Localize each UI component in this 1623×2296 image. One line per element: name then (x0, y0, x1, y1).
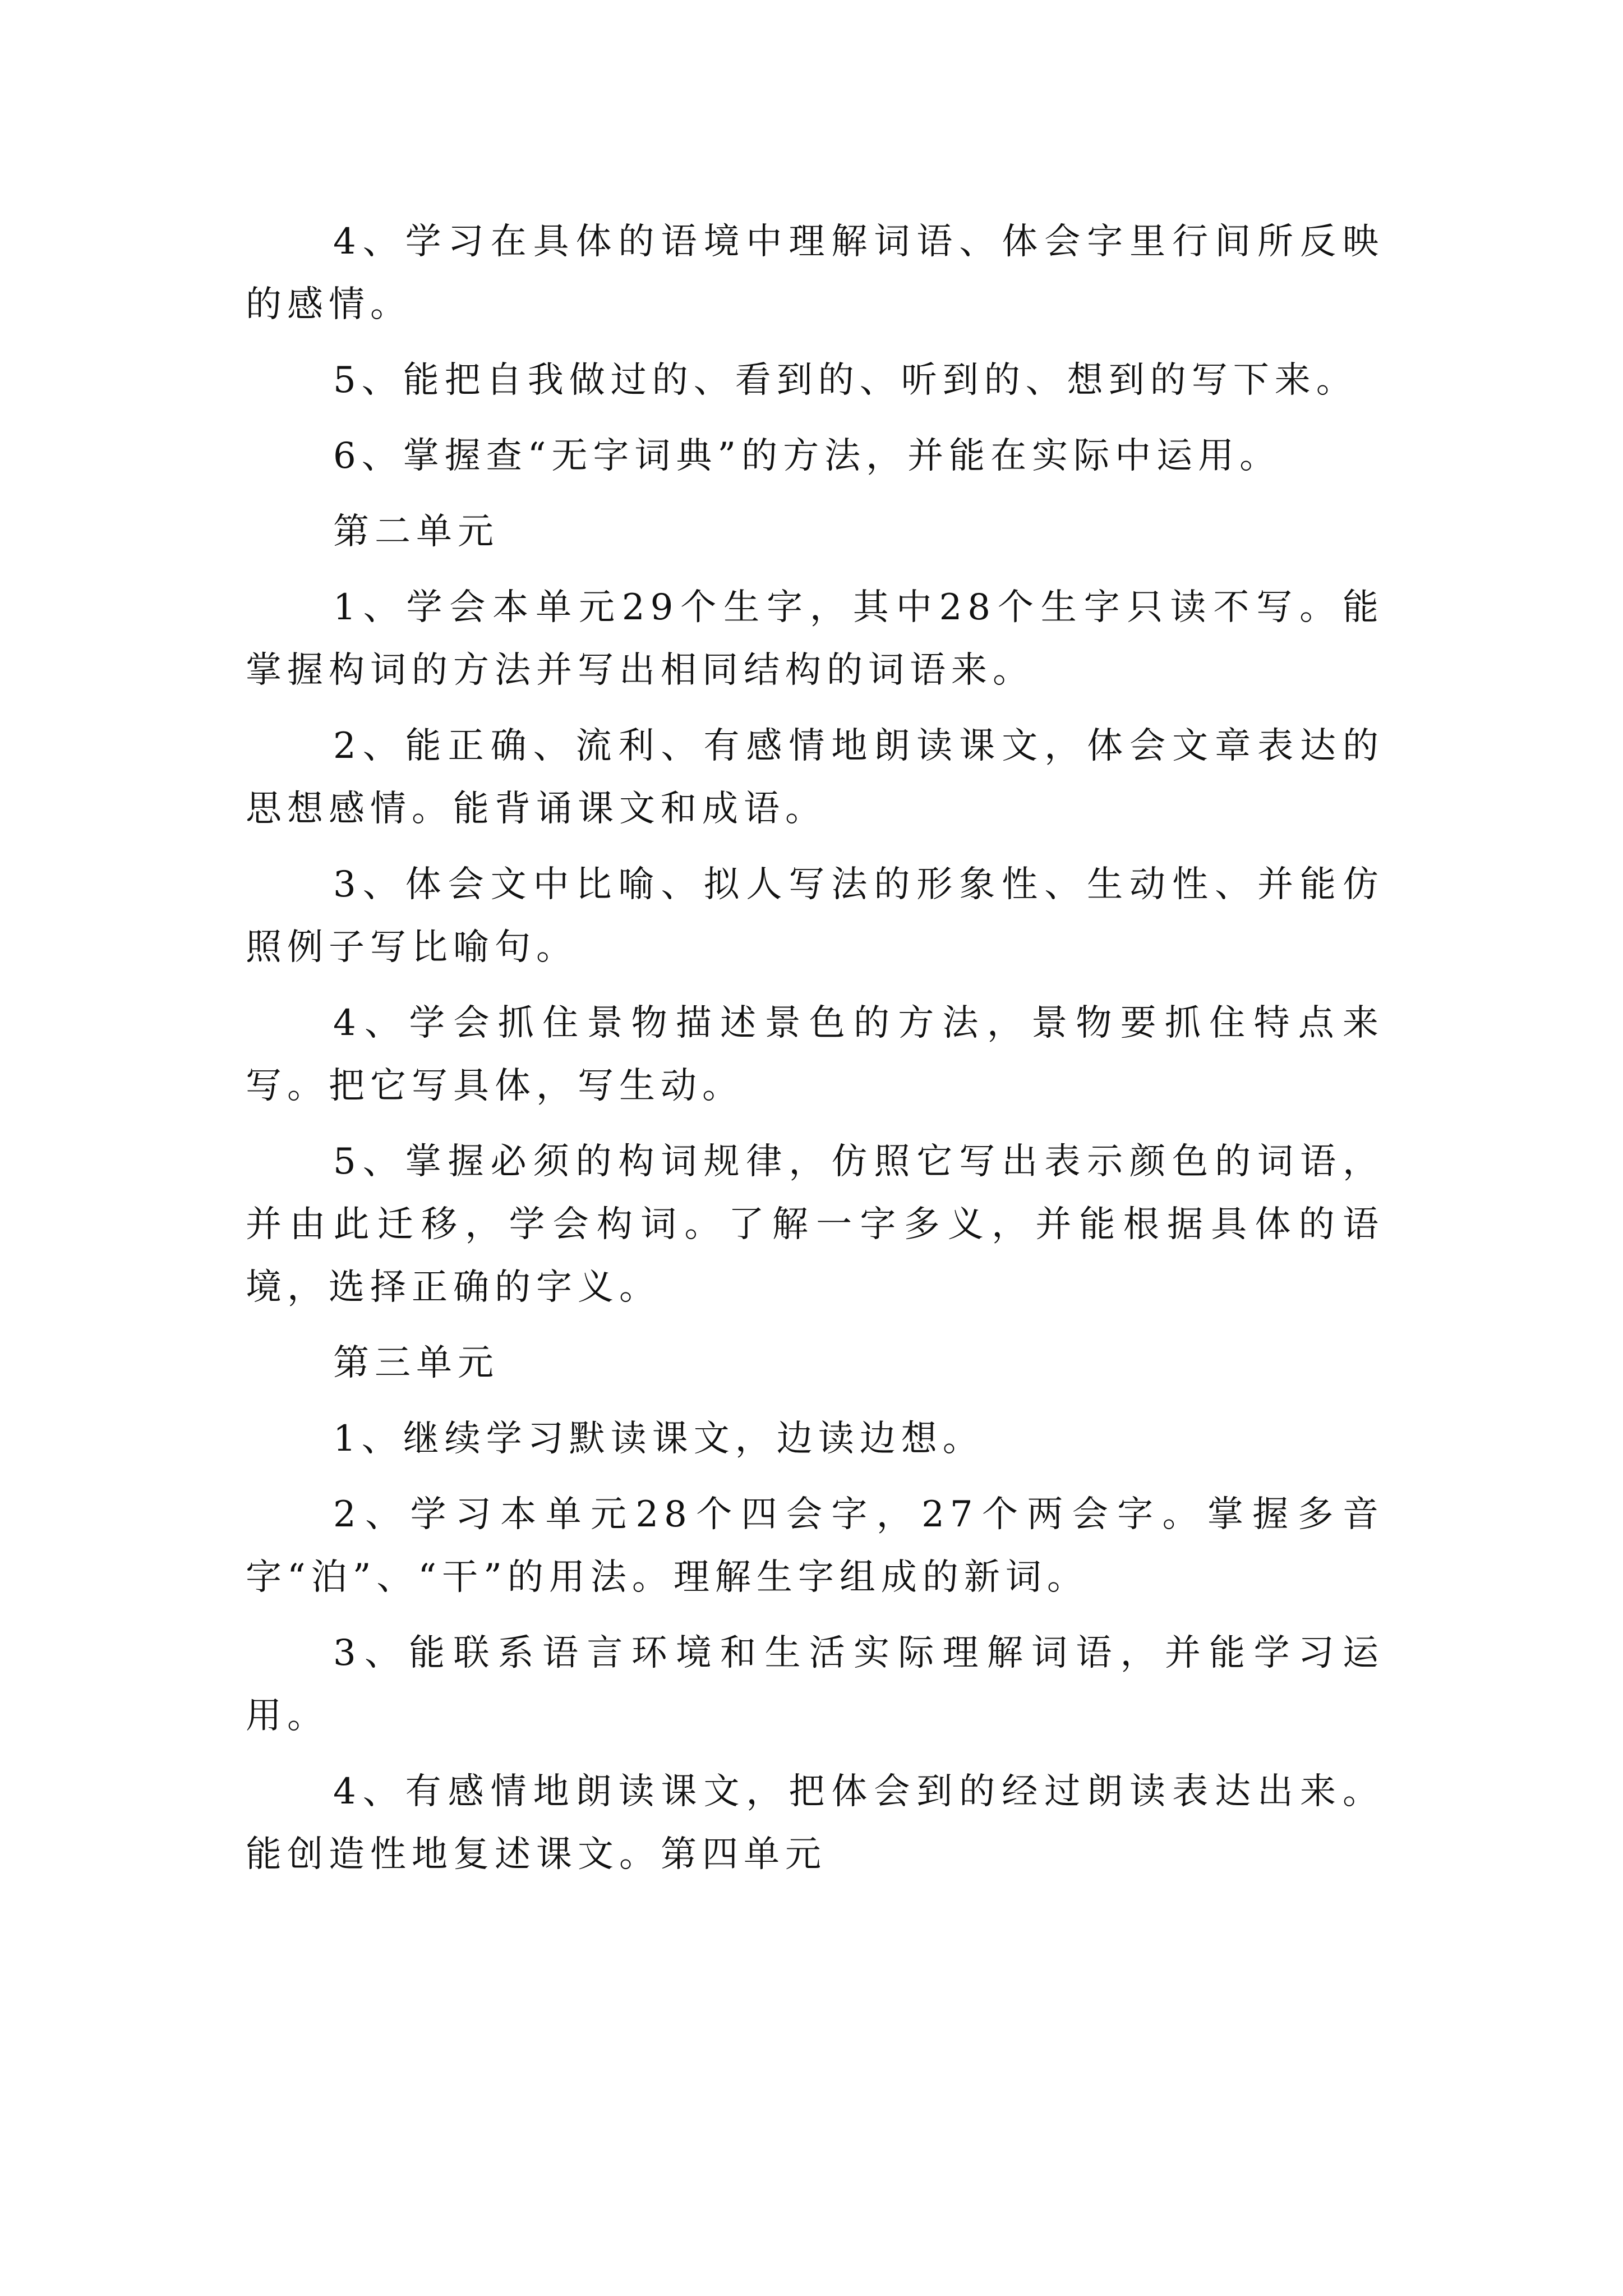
paragraph: 2、能正确、流利、有感情地朗读课文，体会文章表达的思想感情。能背诵课文和成语。 (246, 725, 1384, 830)
paragraph: 6、掌握查“无字词典”的方法，并能在实际中运用。 (333, 435, 1281, 477)
paragraph: 4、有感情地朗读课文，把体会到的经过朗读表达出来。能创造性地复述课文。第四单元 (246, 1771, 1384, 1875)
paragraph: 2、学习本单元28个四会字，27个两会字。掌握多音字“泊”、“干”的用法。理解生字组成的新词。 (246, 1494, 1384, 1598)
paragraph: 5、掌握必须的构词规律，仿照它写出表示颜色的词语，并由此迁移，学会构词。了解一字多义，并能根据具体的语境，选择正确的字义。 (246, 1141, 1384, 1308)
paragraph: 1、继续学习默读课文，边读边想。 (333, 1418, 984, 1460)
document-body (246, 210, 1384, 1899)
section-heading: 第三单元 (333, 1342, 499, 1384)
paragraph: 4、学习在具体的语境中理解词语、体会字里行间所反映的感情。 (246, 221, 1384, 325)
paragraph: 3、能联系语言环境和生活实际理解词语，并能学习运用。 (246, 1632, 1384, 1737)
paragraph: 3、体会文中比喻、拟人写法的形象性、生动性、并能仿照例子写比喻句。 (246, 864, 1384, 968)
paragraph: 1、学会本单元29个生字，其中28个生字只读不写。能掌握构词的方法并写出相同结构的词语来。 (246, 587, 1384, 691)
section-heading: 第二单元 (333, 511, 499, 553)
paragraph: 5、能把自我做过的、看到的、听到的、想到的写下来。 (333, 360, 1358, 401)
paragraph: 4、学会抓住景物描述景色的方法，景物要抓住特点来写。把它写具体，写生动。 (246, 1002, 1384, 1107)
